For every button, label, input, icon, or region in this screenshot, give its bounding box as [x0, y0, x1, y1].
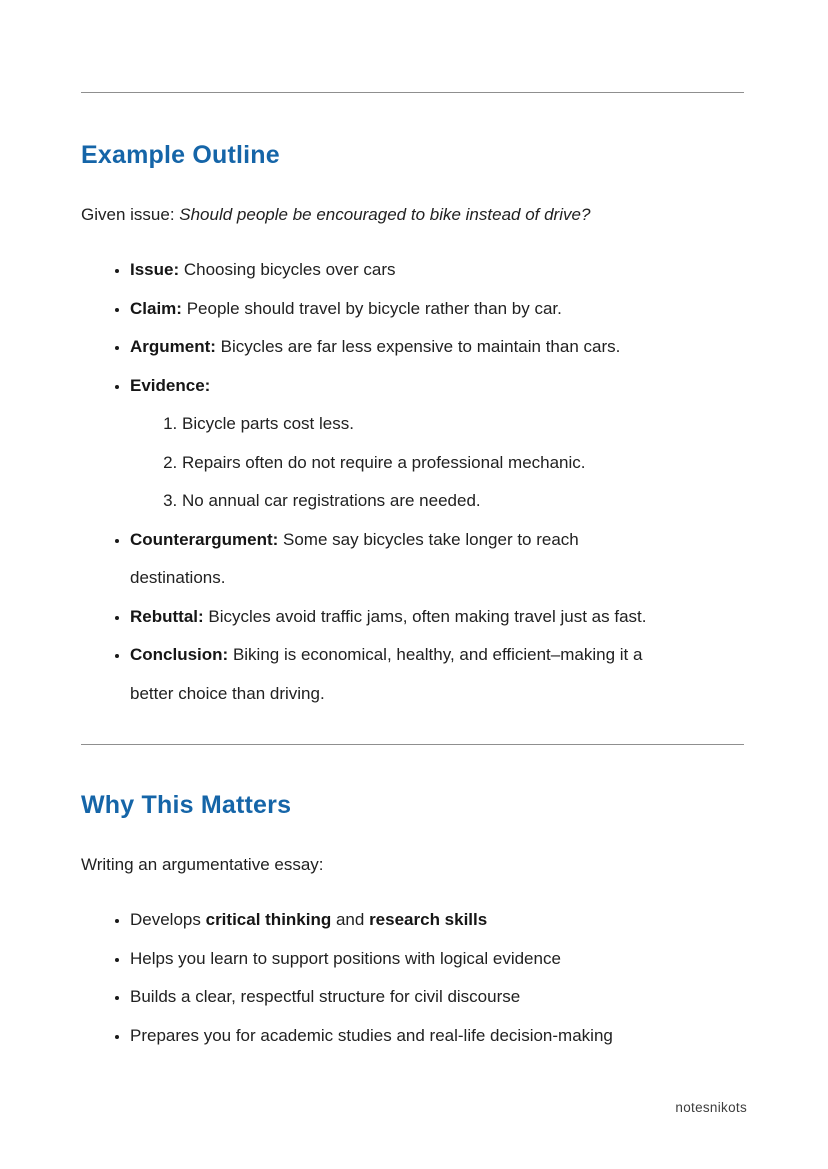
item-text: Bicycles avoid traffic jams, often making travel just as fast.	[203, 606, 647, 626]
section-divider	[81, 744, 744, 745]
list-item	[130, 367, 744, 521]
list-item	[130, 521, 744, 598]
list-item	[130, 978, 744, 1017]
item-text: Bicycles are far less expensive to maintain than cars.	[215, 337, 621, 356]
section-divider	[81, 92, 744, 93]
item-text: better choice than driving.	[130, 683, 325, 703]
list-item	[130, 1017, 744, 1056]
list-item	[130, 598, 744, 637]
item-text: Prepares you for academic studies and real-life decision-making	[130, 1025, 613, 1045]
item-label: Evidence:	[130, 375, 211, 395]
item-label: Rebuttal:	[130, 606, 204, 626]
example-outline-heading: Example Outline	[81, 141, 280, 169]
list-item	[130, 328, 744, 367]
item-text: Builds a clear, respectful structure for civil discourse	[130, 987, 521, 1006]
list-item	[130, 901, 744, 940]
item-text-bold: research skills	[369, 910, 488, 929]
list-item	[130, 251, 744, 290]
list-item	[130, 940, 744, 979]
given-issue-prefix: Given issue:	[81, 205, 180, 224]
brand-footer: notesnikots	[675, 1100, 747, 1115]
item-text: Some say bicycles take longer to reach	[278, 529, 579, 549]
numbered-item: 1. Bicycle parts cost less.	[182, 405, 744, 444]
numbered-item: 3. No annual car registrations are needed.	[182, 482, 744, 521]
item-text: destinations.	[130, 568, 226, 587]
outline-bullet-list	[81, 251, 744, 713]
item-text: Develops	[130, 910, 206, 929]
item-text-bold: critical thinking	[205, 910, 332, 929]
numbered-item: 2. Repairs often do not require a professional mechanic.	[182, 444, 744, 483]
item-text: Biking is economical, healthy, and efficient–making it a	[228, 645, 643, 664]
item-label: Conclusion:	[130, 645, 229, 664]
why-intro-line: Writing an argumentative essay:	[81, 855, 324, 874]
item-label: Issue:	[130, 260, 180, 279]
given-issue-line	[81, 203, 744, 226]
list-item	[130, 290, 744, 329]
item-label: Argument:	[130, 337, 216, 356]
item-text: Helps you learn to support positions with logical evidence	[130, 948, 561, 968]
item-text: People should travel by bicycle rather than by car.	[181, 298, 562, 318]
why-bullet-list	[81, 901, 744, 1055]
item-label: Claim:	[130, 298, 182, 318]
item-label: Counterargument:	[130, 529, 279, 549]
why-this-matters-heading: Why This Matters	[81, 791, 292, 819]
item-text: and	[331, 910, 370, 929]
list-item	[130, 636, 744, 713]
given-issue-question: Should people be encouraged to bike instead of drive?	[179, 205, 591, 224]
item-text: Choosing bicycles over cars	[179, 260, 396, 279]
numbered-sublist	[130, 405, 744, 521]
